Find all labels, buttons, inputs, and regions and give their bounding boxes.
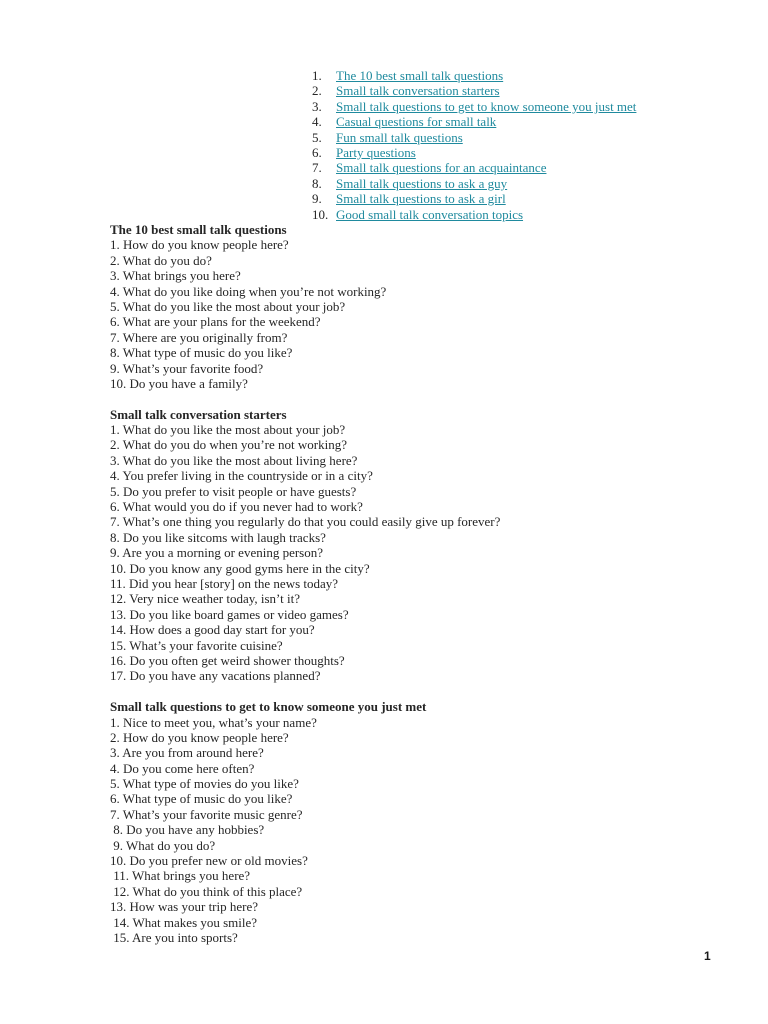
section-conversation-starters: [110, 407, 710, 684]
toc-item: [304, 83, 636, 98]
question-line: 6. What would you do if you never had to work?: [110, 499, 363, 515]
toc-link[interactable]: Casual questions for small talk: [336, 114, 497, 130]
question-line: 7. What’s one thing you regularly do that you could easily give up forever?: [110, 514, 501, 530]
toc-link[interactable]: Small talk conversation starters: [336, 83, 500, 99]
question-line: 10. Do you prefer new or old movies?: [110, 853, 308, 869]
toc-link[interactable]: Fun small talk questions: [336, 129, 463, 145]
question-line: 16. Do you often get weird shower thoughts?: [110, 652, 345, 668]
question-line: 11. Did you hear [story] on the news today?: [110, 575, 339, 591]
question-line: 9. Are you a morning or evening person?: [110, 545, 324, 561]
question-line: 6. What type of music do you like?: [110, 791, 293, 807]
question-line: 15. What’s your favorite cuisine?: [110, 637, 283, 653]
toc-link[interactable]: Small talk questions to ask a guy: [336, 175, 508, 191]
question-line: 13. How was your trip here?: [110, 899, 259, 915]
toc-number: 5.: [312, 129, 322, 145]
question-line: 2. How do you know people here?: [110, 729, 289, 745]
question-line: 1. How do you know people here?: [110, 237, 289, 253]
question-line: 2. What do you do?: [110, 252, 212, 268]
paragraph-gap: [110, 684, 710, 699]
question-line: 4. You prefer living in the countryside or in a city?: [110, 468, 373, 484]
question-line: 12. Very nice weather today, isn’t it?: [110, 591, 301, 607]
toc-number: 3.: [312, 98, 322, 114]
question-line: 8. Do you like sitcoms with laugh tracks?: [110, 529, 326, 545]
question-line: 3. Are you from around here?: [110, 745, 264, 761]
question-line: 9. What’s your favorite food?: [110, 360, 264, 376]
toc-item: [304, 191, 636, 206]
question-line: 7. What’s your favorite music genre?: [110, 806, 303, 822]
toc-number: 9.: [312, 191, 322, 207]
section-title: Small talk conversation starters: [110, 406, 287, 422]
question-line: 5. What do you like the most about your job?: [110, 298, 346, 314]
toc-number: 8.: [312, 175, 322, 191]
toc-item: [304, 176, 636, 191]
question-line: 5. Do you prefer to visit people or have guests?: [110, 483, 357, 499]
question-line: 14. How does a good day start for you?: [110, 622, 315, 638]
toc-item: [304, 130, 636, 145]
toc-link[interactable]: Small talk questions for an acquaintance: [336, 160, 547, 176]
question-line: 4. Do you come here often?: [110, 760, 255, 776]
table-of-contents: [304, 68, 636, 222]
question-line: 2. What do you do when you’re not working?: [110, 437, 347, 453]
question-line: 10. Do you know any good gyms here in the city?: [110, 560, 370, 576]
paragraph-gap: [110, 391, 710, 406]
question-line: 9. What do you do?: [110, 837, 216, 853]
question-line: 11. What brings you here?: [110, 868, 251, 884]
toc-item: [304, 160, 636, 175]
section-get-to-know: [110, 699, 710, 945]
question-line: 10. Do you have a family?: [110, 375, 248, 391]
toc-number: 7.: [312, 160, 322, 176]
question-line: 6. What are your plans for the weekend?: [110, 314, 321, 330]
question-line: 12. What do you think of this place?: [110, 883, 303, 899]
question-line: 7. Where are you originally from?: [110, 329, 288, 345]
question-line: 17. Do you have any vacations planned?: [110, 668, 321, 684]
toc-item: [304, 114, 636, 129]
section-best-questions: [110, 222, 710, 391]
question-line: 3. What brings you here?: [110, 268, 241, 284]
document-body: [110, 222, 710, 945]
page-number: 1: [704, 949, 711, 963]
toc-item: [304, 207, 636, 222]
question-line: 8. What type of music do you like?: [110, 345, 293, 361]
toc-number: 4.: [312, 114, 322, 130]
toc-number: 6.: [312, 144, 322, 160]
question-line: 14. What makes you smile?: [110, 914, 258, 930]
toc-link[interactable]: Small talk questions to get to know someone you just met: [336, 98, 637, 114]
question-line: 13. Do you like board games or video games?: [110, 606, 349, 622]
toc-item: [304, 99, 636, 114]
toc-link[interactable]: The 10 best small talk questions: [336, 68, 504, 83]
question-line: 8. Do you have any hobbies?: [110, 822, 265, 838]
question-line: 4. What do you like doing when you’re not working?: [110, 283, 387, 299]
toc-number: 10.: [312, 206, 329, 222]
question-line: 15. Are you into sports?: [110, 929, 238, 945]
toc-number: 2.: [312, 83, 322, 99]
toc-link[interactable]: Good small talk conversation topics: [336, 206, 524, 222]
toc-item: [304, 145, 636, 160]
toc-number: 1.: [312, 68, 322, 83]
question-line: 1. Nice to meet you, what’s your name?: [110, 714, 317, 730]
toc-link[interactable]: Party questions: [336, 144, 416, 160]
question-line: 3. What do you like the most about living here?: [110, 452, 358, 468]
toc-item: [304, 68, 636, 83]
toc-link[interactable]: Small talk questions to ask a girl: [336, 191, 506, 207]
question-line: 1. What do you like the most about your job?: [110, 422, 346, 438]
section-title: The 10 best small talk questions: [110, 222, 287, 237]
question-line: 5. What type of movies do you like?: [110, 776, 299, 792]
section-title: Small talk questions to get to know someone you just met: [110, 699, 427, 715]
